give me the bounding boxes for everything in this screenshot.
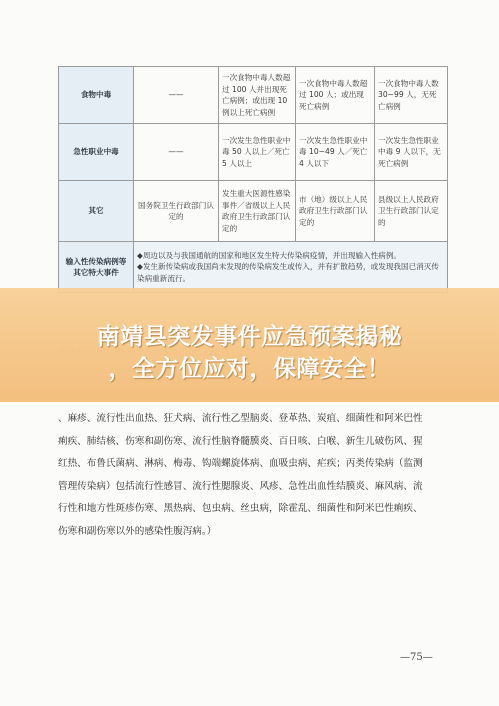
wide-item: ◆周边以及与我国通航的国家和地区发生特大传染病疫情，并出现输入性病例。 xyxy=(137,250,402,260)
table-cell: 发生重大医源性感染事件／省级以上人民政府卫生行政部门认定的 xyxy=(219,181,296,242)
table-cell: 国务院卫生行政部门认定的 xyxy=(134,181,219,242)
row-category: 食物中毒 xyxy=(59,67,134,124)
row-category: 急性职业中毒 xyxy=(59,124,134,181)
table-cell: 一次食物中毒人数 30~99 人，无死亡病例 xyxy=(375,67,448,124)
incident-grading-table xyxy=(58,66,448,293)
headline-banner xyxy=(0,288,499,402)
body-line: 红热、布鲁氏菌病、淋病、梅毒、钩端螺旋体病、血吸虫病、疟疾；丙类传染病（监测 xyxy=(58,458,423,470)
body-line: 行性和地方性斑疹伤寒、黑热病、包虫病、丝虫病，除霍乱、细菌性和阿米巴性痢疾、 xyxy=(58,503,423,515)
table-cell: 一次发生急性职业中毒 9 人以下，无死亡病例 xyxy=(375,124,448,181)
table-row xyxy=(59,124,448,181)
table-cell: 一次发生急性职业中毒 50 人以上／死亡 5 人以上 xyxy=(219,124,296,181)
table-row xyxy=(59,181,448,242)
body-line: 痢疾、肺结核、伤寒和副伤寒、流行性脑脊髓膜炎、百日咳、白喉、新生儿破伤风、猩 xyxy=(58,435,423,447)
table-cell: —— xyxy=(134,67,219,124)
row-category: 输入性传染病例等其它特大事件 xyxy=(59,242,134,293)
table-cell: —— xyxy=(134,124,219,181)
wide-item: ◆发生新传染病或我国尚未发现的传染病发生或传入，并有扩散趋势，或发现我国已消灭传染病重新流行。 xyxy=(137,262,439,283)
table-cell: 一次发生急性职业中毒 10~49 人／死亡 4 人以下 xyxy=(296,124,375,181)
page-number: —75— xyxy=(400,652,433,663)
table-cell: 一次食物中毒人数超过 100 人并出现死亡病例；或出现 10 例以上死亡病例 xyxy=(219,67,296,124)
headline-line-2: ，全方位应对，保障安全！ xyxy=(108,356,391,382)
table-cell: 县级以上人民政府卫生行政部门认定的 xyxy=(375,181,448,242)
table-row xyxy=(59,67,448,124)
body-line: 伤寒和副伤寒以外的感染性腹泻病。） xyxy=(58,525,217,537)
table-cell: 一次食物中毒人数超过 100 人；或出现死亡病例 xyxy=(296,67,375,124)
table-cell: 市（地）级以上人民政府卫生行政部门认定的 xyxy=(296,181,375,242)
row-category: 其它 xyxy=(59,181,134,242)
headline-line-1: 南靖县突发事件应急预案揭秘 xyxy=(96,324,403,350)
body-paragraph xyxy=(58,408,448,544)
body-line: 管理传染病）包括流行性感冒、流行性腮腺炎、风疹、急性出血性结膜炎、麻风病、流 xyxy=(58,480,423,492)
table-cell-wide xyxy=(134,242,448,293)
body-line: 、麻疹、流行性出血热、狂犬病、流行性乙型脑炎、登革热、炭疽、细菌性和阿米巴性 xyxy=(58,413,423,424)
table-row xyxy=(59,242,448,293)
